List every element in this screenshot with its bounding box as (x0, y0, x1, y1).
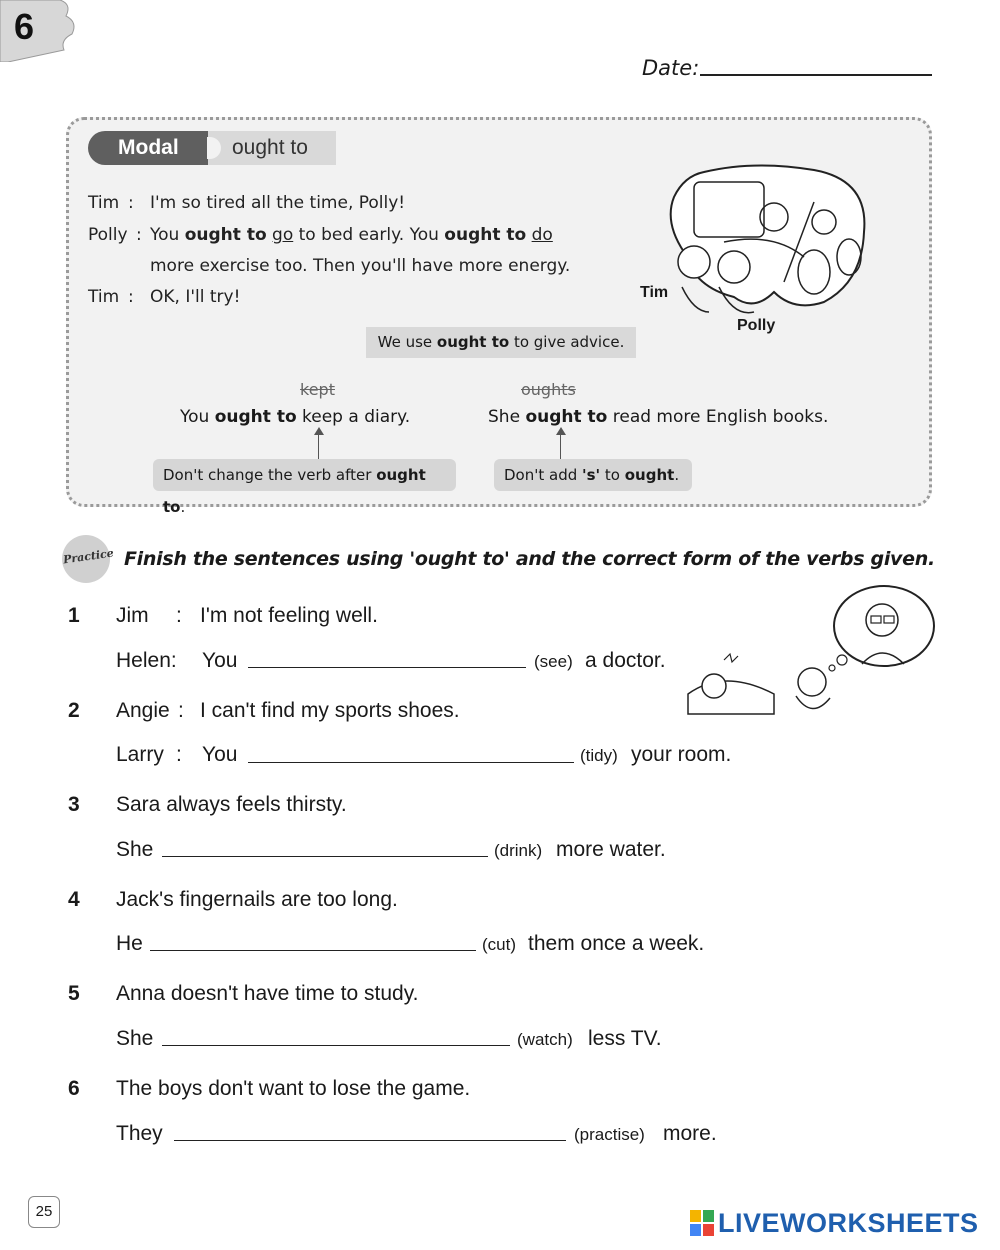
answer-end: a doctor. (585, 649, 666, 672)
page-number: 25 (28, 1196, 60, 1228)
answer-start: You (202, 649, 238, 672)
speaker-b: Larry (116, 743, 164, 766)
caption-tim: Tim (640, 284, 669, 301)
advice-note: We use ought to to give advice. (366, 327, 636, 358)
answer-blank-5[interactable] (162, 1045, 510, 1046)
answer-blank-4[interactable] (150, 950, 476, 951)
item-number: 1 (68, 604, 80, 627)
answer-start: You (202, 743, 238, 766)
answer-end: less TV. (588, 1027, 662, 1050)
dialogue-colon: : (128, 193, 134, 213)
unit-badge-shape (0, 0, 78, 62)
answer-blank-1[interactable] (248, 667, 526, 668)
prompt-line: The boys don't want to lose the game. (116, 1077, 471, 1100)
verb-hint: (cut) (482, 935, 516, 954)
topic-label: ought to (232, 136, 308, 159)
practice-instruction: Finish the sentences using 'ought to' and the correct form of the verbs given. (124, 548, 935, 570)
practice-badge-label: Practice (62, 546, 115, 567)
dialogue-line: I'm so tired all the time, Polly! (150, 193, 406, 213)
unit-number: 6 (14, 6, 35, 47)
answer-end: them once a week. (528, 932, 705, 955)
answer-blank-6[interactable] (174, 1140, 566, 1141)
dialogue-colon: : (128, 287, 134, 307)
answer-start: He (116, 932, 143, 955)
dialogue-speaker: Polly (88, 225, 128, 245)
prompt-line: I'm not feeling well. (200, 604, 378, 627)
dialogue-speaker: Tim (88, 287, 120, 307)
answer-blank-3[interactable] (162, 856, 488, 857)
colon: : (176, 743, 182, 766)
answer-start: She (116, 1027, 154, 1050)
answer-end: more water. (556, 838, 666, 861)
tired-kids-illustration (664, 162, 874, 340)
colon: : (176, 604, 182, 627)
dialogue-speaker: Tim (88, 193, 120, 213)
example-sentence: You ought to keep a diary. (180, 407, 411, 427)
wrong-form: kept (300, 380, 335, 399)
item-number: 5 (68, 982, 80, 1005)
dialogue-colon: : (136, 225, 142, 245)
dialogue-line-cont: more exercise too. Then you'll have more energy. (150, 256, 571, 276)
answer-end: more. (663, 1122, 717, 1145)
answer-end: your room. (631, 743, 732, 766)
speaker-a: Angie (116, 699, 170, 722)
arrow-up-icon (314, 427, 324, 435)
speaker-a: Jim (116, 604, 149, 627)
arrow-line (560, 434, 561, 459)
answer-start: They (116, 1122, 163, 1145)
verb-hint: (practise) (574, 1125, 645, 1144)
dialogue-line: You ought to go to bed early. You ought to do (150, 225, 553, 245)
item-number: 3 (68, 793, 80, 816)
item-number: 4 (68, 888, 80, 911)
colon: : (178, 699, 184, 722)
brand-name[interactable]: LIVEWORKSHEETS (718, 1208, 979, 1238)
prompt-line: Sara always feels thirsty. (116, 793, 347, 816)
prompt-line: Anna doesn't have time to study. (116, 982, 419, 1005)
tip-note: Don't add 's' to ought. (494, 459, 692, 491)
arrow-line (318, 434, 319, 459)
item-number: 6 (68, 1077, 80, 1100)
prompt-line: Jack's fingernails are too long. (116, 888, 398, 911)
date-input-line[interactable] (700, 74, 932, 76)
speaker-b: Helen: (116, 649, 177, 672)
verb-hint: (tidy) (580, 746, 618, 765)
prompt-line: I can't find my sports shoes. (200, 699, 460, 722)
answer-start: She (116, 838, 154, 861)
dialogue-line: OK, I'll try! (150, 287, 241, 307)
answer-blank-2[interactable] (248, 762, 574, 763)
wrong-form: oughts (521, 380, 576, 399)
verb-hint: (drink) (494, 841, 543, 860)
verb-hint: (watch) (517, 1030, 573, 1049)
date-label: Date: (642, 56, 700, 80)
caption-polly: Polly (737, 317, 776, 334)
item-number: 2 (68, 699, 80, 722)
arrow-up-icon (556, 427, 566, 435)
tip-note: Don't change the verb after ought to. (153, 459, 456, 491)
doctor-thought-illustration (684, 584, 944, 720)
liveworksheets-logo-icon (690, 1210, 714, 1236)
modal-label: Modal (118, 136, 179, 159)
verb-hint: (see) (534, 652, 573, 671)
example-sentence: She ought to read more English books. (488, 407, 829, 427)
